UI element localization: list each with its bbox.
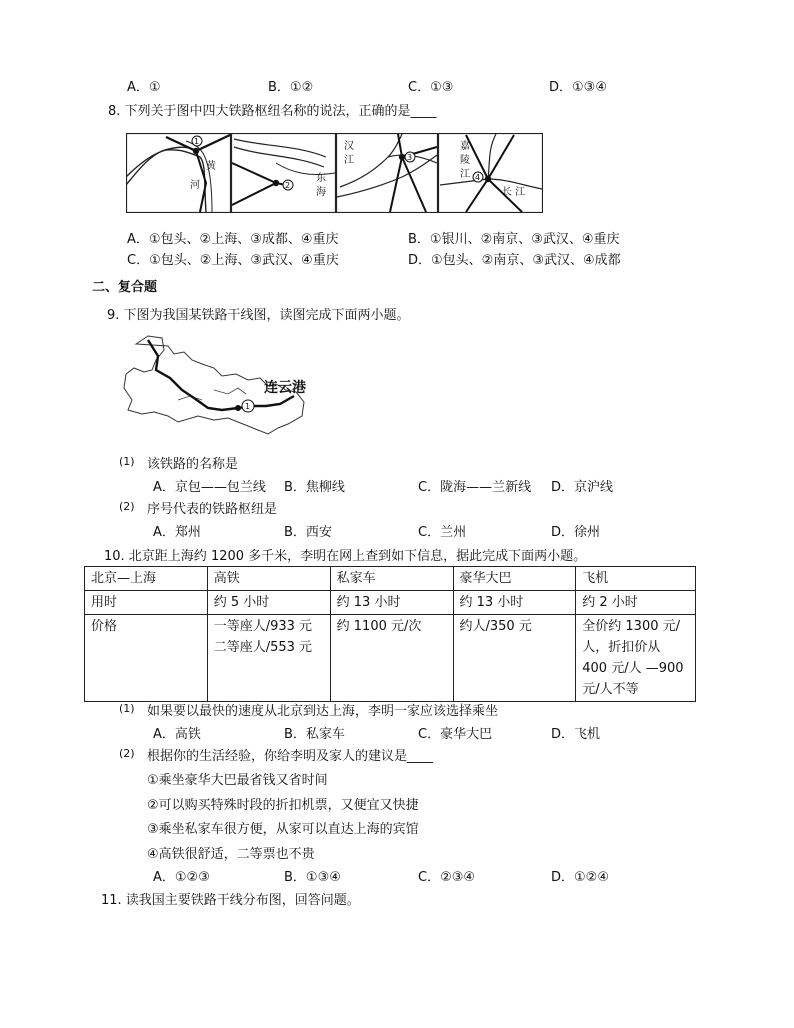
q10-sub2-item-2: ②可以购买特殊时段的折扣机票，又便宜又快捷	[147, 798, 419, 813]
table-header-cell: 豪华大巴	[453, 567, 576, 591]
q10-sub2-option-b[interactable]: B．①③④	[284, 870, 341, 885]
table-cell: 约 13 小时	[453, 591, 576, 615]
table-cell: 价格	[85, 615, 208, 702]
table-row	[85, 615, 696, 702]
q9-sub1-option-a[interactable]: A．京包——包兰线	[153, 480, 266, 495]
q9-sub2-number: (2)	[119, 500, 135, 513]
table-header-cell: 北京—上海	[85, 567, 208, 591]
q10-sub1-option-d[interactable]: D．飞机	[551, 727, 601, 742]
map-4-label-a: 嘉	[460, 141, 470, 152]
q8-stem: 8. 下列关于图中四大铁路枢纽名称的说法，正确的是____	[108, 104, 437, 119]
q9-sub1-option-d[interactable]: D．京沪线	[551, 480, 614, 495]
svg-text:2: 2	[285, 181, 291, 190]
gaotie-second-class: 二等座人/553 元	[213, 640, 313, 655]
svg-text:1: 1	[245, 402, 251, 411]
table-cell-car-price: 约 1100 元/次	[330, 615, 453, 702]
map-2	[232, 139, 335, 205]
q10-sub2-option-a[interactable]: A．①②③	[153, 870, 210, 885]
map-3-label-b: 江	[344, 155, 354, 166]
q8-option-b[interactable]: B．①银川、②南京、③武汉、④重庆	[408, 232, 620, 247]
q10-stem: 10. 北京距上海约 1200 多千米，李明在网上查到如下信息，据此完成下面两小题。	[104, 549, 587, 564]
q9-sub2-option-b[interactable]: B．西安	[284, 525, 332, 540]
table-header-cell: 飞机	[576, 567, 696, 591]
q10-sub2-item-4: ④高铁很舒适，二等票也不贵	[147, 847, 315, 862]
map-2-label-a: 东	[316, 173, 326, 184]
q10-sub2-text: 根据你的生活经验，你给李明及家人的建议是____	[147, 749, 434, 764]
q8-option-c[interactable]: C．①包头、②上海、③武汉、④重庆	[127, 253, 339, 268]
q8-option-d[interactable]: D．①包头、②南京、③武汉、④成都	[408, 253, 621, 268]
svg-text:1: 1	[194, 137, 200, 146]
map-label-lianyungang: 连云港	[264, 380, 306, 396]
map-1-label-b: 河	[190, 180, 200, 191]
q10-sub1-option-c[interactable]: C．豪华大巴	[418, 727, 493, 742]
q9-sub2-option-c[interactable]: C．兰州	[418, 525, 467, 540]
table-cell-bus-price: 约人/350 元	[453, 615, 576, 702]
q8-hub-maps	[126, 133, 543, 213]
q9-sub1-number: (1)	[119, 455, 135, 468]
q7-option-a[interactable]: A．①	[127, 80, 161, 95]
q10-sub2-option-d[interactable]: D．①②④	[551, 870, 609, 885]
q9-stem: 9. 下图为我国某铁路干线图，读图完成下面两小题。	[107, 308, 410, 323]
map-3-label-a: 汉	[344, 141, 354, 152]
table-cell: 约 2 小时	[576, 591, 696, 615]
q10-sub2-option-c[interactable]: C．②③④	[418, 870, 476, 885]
table-row	[85, 591, 696, 615]
q10-sub2-number: (2)	[119, 747, 135, 760]
q7-option-c[interactable]: C．①③	[408, 80, 454, 95]
q9-railway-map-svg	[118, 330, 338, 442]
svg-text:3: 3	[407, 153, 413, 162]
table-cell-plane-price: 全价约 1300 元/人，折扣价从 400 元/人 —900 元/人不等	[576, 615, 696, 702]
q9-sub1-option-c[interactable]: C．陇海——兰新线	[418, 480, 532, 495]
gaotie-first-class: 一等座人/933 元	[213, 619, 313, 634]
table-cell: 约 13 小时	[330, 591, 453, 615]
q10-sub1-option-b[interactable]: B．私家车	[284, 727, 345, 742]
q8-hub-maps-svg	[126, 133, 543, 213]
q10-sub2-item-1: ①乘坐豪华大巴最省钱又省时间	[147, 773, 328, 788]
map-4-label-c: 江	[460, 169, 470, 180]
q9-sub1-option-b[interactable]: B．焦柳线	[284, 480, 345, 495]
q10-sub2-item-3: ③乘坐私家车很方便，从家可以直达上海的宾馆	[147, 822, 419, 837]
map-1	[126, 135, 230, 212]
map-4-label-b: 陵	[460, 155, 470, 166]
table-header-cell: 高铁	[207, 567, 330, 591]
q9-sub2-option-d[interactable]: D．徐州	[551, 525, 601, 540]
table-cell: 用时	[85, 591, 208, 615]
map-1-label-a: 黄	[206, 161, 216, 172]
table-cell: 约 5 小时	[207, 591, 330, 615]
table-header-row	[85, 567, 696, 591]
q9-sub2-text: 序号代表的铁路枢纽是	[147, 502, 278, 517]
q10-info-table	[84, 566, 696, 702]
map-4-river-label: 长 江	[502, 187, 526, 198]
map-2-label-b: 海	[316, 187, 326, 198]
q8-option-a[interactable]: A．①包头、②上海、③成都、④重庆	[127, 232, 339, 247]
q7-option-d[interactable]: D．①③④	[549, 80, 607, 95]
q10-sub1-number: (1)	[119, 702, 135, 715]
q9-railway-map	[118, 330, 338, 442]
svg-text:4: 4	[475, 173, 481, 182]
q10-sub1-option-a[interactable]: A．高铁	[153, 727, 201, 742]
map-4	[440, 134, 542, 212]
table-header-cell: 私家车	[330, 567, 453, 591]
section-title: 二、复合题	[92, 280, 158, 295]
q10-sub1-text: 如果要以最快的速度从北京到达上海，李明一家应该选择乘坐	[147, 704, 499, 719]
q9-sub2-option-a[interactable]: A．郑州	[153, 525, 201, 540]
table-cell-gaotie-price	[207, 615, 330, 702]
q9-sub1-text: 该铁路的名称是	[147, 457, 239, 472]
q11-stem: 11. 读我国主要铁路干线分布图，回答问题。	[101, 893, 360, 908]
q7-option-b[interactable]: B．①②	[268, 80, 314, 95]
map-3	[337, 134, 437, 212]
